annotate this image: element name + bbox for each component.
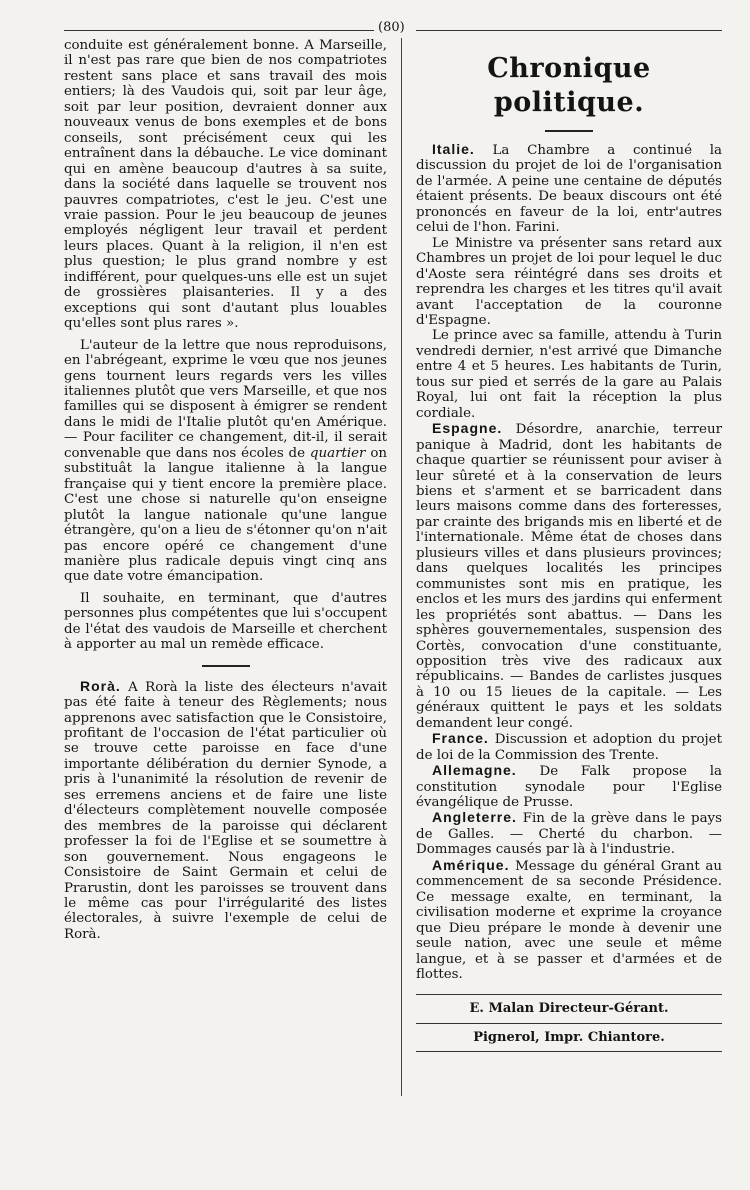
angleterre-item: Angleterre. Fin de la grève dans le pays de Galles. — Cherté du charbon. — Dommages causés par là à l'industrie. [416,809,722,858]
letter-summary-paragraph: L'auteur de la lettre que nous reproduisons, en l'abrégeant, exprime le vœu que nos jeunes gens tournent leurs regards vers les villes italiennes plutôt que vers Marseille, et que nos familles qui se disposent à émigrer se rendent dans le midi de l'Italie plutôt qu'en Amérique. — Pour faciliter ce changement, dit-il, il serait convenable que dans nos écoles de quartier on substituât la langue italienne à la langue française qui y tient encore la première place. C'est une chose si naturelle qu'on enseigne plutôt la langue nationale qu'une langue étrangère, qu'on a lieu de s'étonner qu'on n'ait pas encore opéré ce changement d'une manière plus radicale depuis vingt cinq ans que date votre émancipation. [64,337,387,585]
editor-signature: E. Malan Directeur-Gérant. [469,1001,669,1017]
footer-rule [416,1051,722,1052]
header-rule-left [64,30,374,31]
amerique-item: Amérique. Message du général Grant au commencement de sa seconde Présidence. Ce message exalte, en terminant, la civilisation moderne et exprime la croyance que Dieu prépare le monde à devenir une seule nation, avec une seule et même langue, et à se passer et d'armées et de flottes. [416,856,722,983]
chronique-title: Chronique politique. [487,53,651,118]
printer-line: Pignerol, Impr. Chiantore. [473,1029,665,1045]
section-divider [202,665,250,667]
column-divider [401,38,402,1096]
rora-heading: Rorà. [80,677,121,694]
header-rule-right [416,30,722,31]
italie-heading: Italie. [432,141,475,157]
page-number: (80) [378,20,405,35]
france-heading: France. [432,730,489,747]
allemagne-heading: Allemagne. [432,762,517,779]
amerique-heading: Amérique. [432,856,510,873]
signature-rule-top [416,994,722,995]
italie-paragraph-2: Le Ministre va présenter sans retard aux Chambres un projet de loi pour lequel le duc d'Aoste sera réintégré dans ses droits et reprendra les charges et les titres qu'il avait avant l'acceptation de la couronne d'Espagne. [416,235,722,328]
espagne-item: Espagne. Désordre, anarchie, terreur panique à Madrid, dont les habitants de chaque quartier se réunissent pour aviser à leur sûreté et à la conservation de leurs biens et s'arment et se barricadent dans leurs maisons comme dans des forteresses, par crainte des brigands mis en liberté et de l'internationale. Même état de choses dans plusieurs villes et dans plusieurs provinces; dans quelques localités les principes communistes sont mis en pratique, les enclos et les murs des jardins qui enferment les propriétés sont abattus. — Dans les sphères gouvernementales, suspension des Cortès, convocation d'une constituante, opposition très vive des radicaux aux républicains. — Bandes de carlistes jusques à 10 ou 15 lieues de la capitale. — Les généraux quittent le pays et les soldats demandent leur congé. [416,420,722,731]
left-column [64,38,387,942]
france-item: France. Discussion et adoption du projet de loi de la Commission des Trente. [416,730,722,763]
italie-paragraph-3: Le prince avec sa famille, attendu à Turin vendredi dernier, n'est arrivé que Dimanche entre 4 et 5 heures. Les habitants de Turin, tous sur pied et serrés de la gare au Palais Royal, lui ont fait la réception la plus cordiale. [416,328,722,421]
title-divider [545,130,593,132]
angleterre-heading: Angleterre. [432,809,517,826]
italie-item: Italie. La Chambre a continué la discussion du projet de loi de l'organisation de l'armée. A peine une centaine de députés étaient présents. De beaux discours ont été prononcés en faveur de la loi, entr'autres celui de l'hon. Farini. [416,141,723,236]
letter-continuation: conduite est généralement bonne. A Marseille, il n'est pas rare que bien de nos compatriotes restent sans place et sans travail des mois entiers; là des Vaudois qui, soit par leur âge, soit par leur position, devraient donner aux nouveaux venus de bons exemples et de bons conseils, sont précisément ceux qui les entraînent dans la débauche. Le vice dominant qui en amène beaucoup d'autres à sa suite, dans la société dans laquelle se trouvent nos pauvres compatriotes, c'est le jeu. C'est une vraie passion. Pour le jeu beaucoup de jeunes employés négligent leur travail et perdent leurs places. Quant à la religion, il n'en est plus question; le plus grand nombre y est indifférent, pour quelques-uns elle est un sujet de grossières plaisanteries. Il y a des exceptions qui sont d'autant plus louables qu'elles sont plus rares ». [64,38,387,332]
emphasis-quartier: quartier [309,445,366,461]
allemagne-item: Allemagne. De Falk propose la constitution synodale pour l'Eglise évangélique de Prusse. [416,762,722,811]
closing-paragraph: Il souhaite, en terminant, que d'autres personnes plus compétentes que lui s'occupent de l'état des vaudois de Marseille et cherchent à apporter au mal un remède efficace. [64,590,387,653]
right-column [416,38,722,1052]
espagne-heading: Espagne. [432,420,503,437]
signature-rule-bottom [416,1023,722,1024]
rora-article: Rorà. A Rorà la liste des électeurs n'avait pas été faite à teneur des Règlements; nous apprenons avec satisfaction que le Consistoire, profitant de l'occasion de l'état particulier où se trouve cette paroisse en face d'une importante délibération du dernier Synode, a pris à l'unanimité la résolution de revenir de ses erremens anciens et de faire une liste d'électeurs complètement nouvelle composée des membres de la paroisse qui déclarent professer la foi de l'Eglise et se soumettre à son gouvernement. Nous engageons le Consistoire de Saint Germain et celui de Prarustin, dont les paroisses se trouvent dans le même cas pour l'irrégularité des listes électorales, à suivre l'exemple de celui de Rorà. [64,677,387,942]
